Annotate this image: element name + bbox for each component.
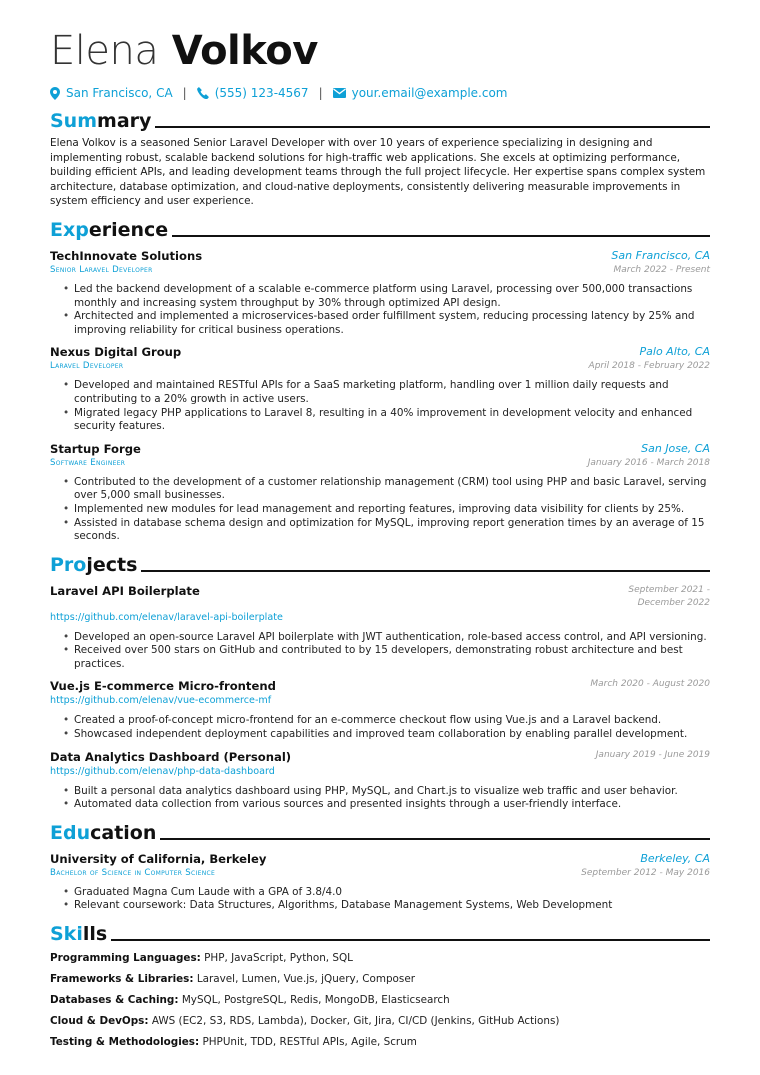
project-name: Vue.js E-commerce Micro-frontend xyxy=(50,679,276,694)
heading-accent: Pro xyxy=(50,553,87,576)
list-item: • Developed an open-source Laravel API boilerplate with JWT authentication, role-based access control, and API versioning. xyxy=(74,631,710,645)
section-experience-heading xyxy=(50,219,710,241)
map-pin-icon xyxy=(50,87,60,100)
skill-category: Databases & Caching: xyxy=(50,994,179,1007)
email-text: your.email@example.com xyxy=(351,86,508,100)
summary-text: Elena Volkov is a seasoned Senior Laravel Developer with over 10 years of experience specializing in designing and implementing robust, scalable backend solutions for high-traffic web applications. She excels at optimizing performance, building efficient APIs, and leading development teams through the full project lifecycle. Her expertise spans complex system architecture, database optimization, and cloud-native deployments, consistently delivering measurable improvements in system efficiency and user experience. xyxy=(50,137,706,208)
skill-category: Cloud & DevOps: xyxy=(50,1015,149,1028)
skill-values: PHP, JavaScript, Python, SQL xyxy=(204,952,353,965)
list-item: • Showcased independent deployment capabilities and improved team collaboration by enabling parallel development. xyxy=(74,728,710,742)
candidate-name xyxy=(50,28,710,74)
company-name: TechInnovate Solutions xyxy=(50,248,203,263)
project-name: Data Analytics Dashboard (Personal) xyxy=(50,749,292,764)
entry-date: March 2022 - Present xyxy=(613,264,710,275)
list-item: • Graduated Magna Cum Laude with a GPA of 3.8/4.0 xyxy=(74,886,710,900)
project-entry xyxy=(50,679,710,741)
list-item: • Built a personal data analytics dashboard using PHP, MySQL, and Chart.js to visualize web traffic and user behavior. xyxy=(74,785,710,799)
skill-values: AWS (EC2, S3, RDS, Lambda), Docker, Git, Jira, CI/CD (Jenkins, GitHub Actions) xyxy=(151,1015,560,1028)
skill-row xyxy=(50,1014,710,1028)
phone-icon xyxy=(197,87,209,99)
skill-values: MySQL, PostgreSQL, Redis, MongoDB, Elasticsearch xyxy=(181,994,450,1007)
heading-rest: erience xyxy=(88,218,169,241)
skill-category: Frameworks & Libraries: xyxy=(50,973,194,986)
bullet-list xyxy=(50,714,710,741)
company-name: Nexus Digital Group xyxy=(50,345,182,360)
entry-location: San Francisco, CA xyxy=(611,248,710,262)
heading-rule xyxy=(155,126,710,128)
list-item: • Implemented new modules for lead management and reporting features, improving data visibility for clients by 25%. xyxy=(74,503,710,517)
project-link[interactable]: https://github.com/elenav/laravel-api-boilerplate xyxy=(50,611,283,623)
entry-location: Berkeley, CA xyxy=(640,851,710,865)
entry-location: Palo Alto, CA xyxy=(639,345,710,359)
project-entry xyxy=(50,750,710,812)
skill-category: Testing & Methodologies: xyxy=(50,1036,200,1049)
contact-separator: | xyxy=(182,86,187,100)
project-link[interactable]: https://github.com/elenav/php-data-dashboard xyxy=(50,765,275,777)
envelope-icon xyxy=(333,88,346,98)
job-role: Laravel Developer xyxy=(50,361,124,372)
skill-row xyxy=(50,972,710,986)
contact-bar xyxy=(50,86,710,100)
heading-rule xyxy=(141,570,710,572)
bullet-list xyxy=(50,379,710,433)
bullet-list xyxy=(50,785,710,812)
last-name: Volkov xyxy=(171,28,318,74)
list-item: • Assisted in database schema design and optimization for MySQL, improving report generation times by an average of 15 seconds. xyxy=(74,517,710,544)
contact-location xyxy=(50,86,173,100)
bullet-list xyxy=(50,476,710,544)
contact-email[interactable] xyxy=(333,86,508,100)
list-item: • Contributed to the development of a customer relationship management (CRM) tool using PHP and basic Laravel, serving over 5,000 small businesses. xyxy=(74,476,710,503)
heading-rule xyxy=(111,939,710,941)
list-item: • Led the backend development of a scalable e-commerce platform using Laravel, processing over 500,000 transactions monthly and increasing system throughput by 30% through optimized API design. xyxy=(74,283,710,310)
entry-date: April 2018 - February 2022 xyxy=(588,361,710,372)
heading-rule xyxy=(160,838,710,840)
list-item: • Received over 500 stars on GitHub and contributed to by 15 developers, demonstrating robust architecture and best practices. xyxy=(74,644,710,671)
entry-date: March 2020 - August 2020 xyxy=(590,679,710,690)
entry-date: January 2019 - June 2019 xyxy=(595,749,710,760)
phone-text: (555) 123-4567 xyxy=(214,86,309,100)
skill-values: Laravel, Lumen, Vue.js, jQuery, Composer xyxy=(196,973,415,986)
experience-entry xyxy=(50,442,710,544)
contact-phone[interactable] xyxy=(197,86,309,100)
bullet-list xyxy=(50,886,710,913)
heading-rest: jects xyxy=(86,553,138,576)
section-summary-heading xyxy=(50,110,710,132)
skill-row xyxy=(50,1035,710,1049)
heading-accent: Edu xyxy=(50,821,91,844)
list-item: • Migrated legacy PHP applications to Laravel 8, resulting in a 40% improvement in development velocity and enhanced security features. xyxy=(74,407,710,434)
project-entry xyxy=(50,584,710,672)
experience-entry xyxy=(50,249,710,337)
project-link[interactable]: https://github.com/elenav/vue-ecommerce-mf xyxy=(50,695,272,707)
contact-separator: | xyxy=(318,86,323,100)
bullet-list xyxy=(50,283,710,337)
list-item: • Architected and implemented a microservices-based order fulfillment system, reducing processing latency by 25% and improving reliability for critical business operations. xyxy=(74,310,710,337)
skill-row xyxy=(50,951,710,965)
heading-accent: Ski xyxy=(50,923,83,946)
education-entry xyxy=(50,852,710,913)
entry-location: San Jose, CA xyxy=(641,441,710,455)
first-name: Elena xyxy=(50,28,159,74)
school-name: University of California, Berkeley xyxy=(50,851,267,866)
location-text: San Francisco, CA xyxy=(66,86,173,100)
company-name: Startup Forge xyxy=(50,441,141,456)
entry-date: September 2012 - May 2016 xyxy=(581,867,710,878)
list-item: • Created a proof-of-concept micro-frontend for an e-commerce checkout flow using Vue.js and a Laravel backend. xyxy=(74,714,710,728)
list-item: • Automated data collection from various sources and presented insights through a user-friendly interface. xyxy=(74,798,710,812)
skill-row xyxy=(50,993,710,1007)
job-role: Software Engineer xyxy=(50,457,126,468)
heading-rule xyxy=(172,235,710,237)
heading-rest: cation xyxy=(90,821,157,844)
section-skills-heading xyxy=(50,923,710,945)
heading-accent: Exp xyxy=(50,218,89,241)
experience-entry xyxy=(50,345,710,433)
section-projects-heading xyxy=(50,554,710,576)
skills-list xyxy=(50,951,710,1049)
bullet-list xyxy=(50,631,710,672)
list-item: • Developed and maintained RESTful APIs for a SaaS marketing platform, handling over 1 million daily requests and contributing to a 20% growth in active users. xyxy=(74,379,710,406)
degree: Bachelor of Science in Computer Science xyxy=(50,867,216,878)
skill-category: Programming Languages: xyxy=(50,952,201,965)
project-name: Laravel API Boilerplate xyxy=(50,583,200,598)
heading-rest: lls xyxy=(82,923,108,946)
job-role: Senior Laravel Developer xyxy=(50,264,153,275)
entry-date: January 2016 - March 2018 xyxy=(587,457,710,468)
list-item: • Relevant coursework: Data Structures, Algorithms, Database Management Systems, Web Development xyxy=(74,899,710,913)
section-education-heading xyxy=(50,822,710,844)
skill-values: PHPUnit, TDD, RESTful APIs, Agile, Scrum xyxy=(202,1036,417,1049)
heading-accent: Sum xyxy=(50,110,98,132)
entry-date: September 2021 - December 2022 xyxy=(628,584,710,608)
heading-rest: mary xyxy=(97,110,152,132)
